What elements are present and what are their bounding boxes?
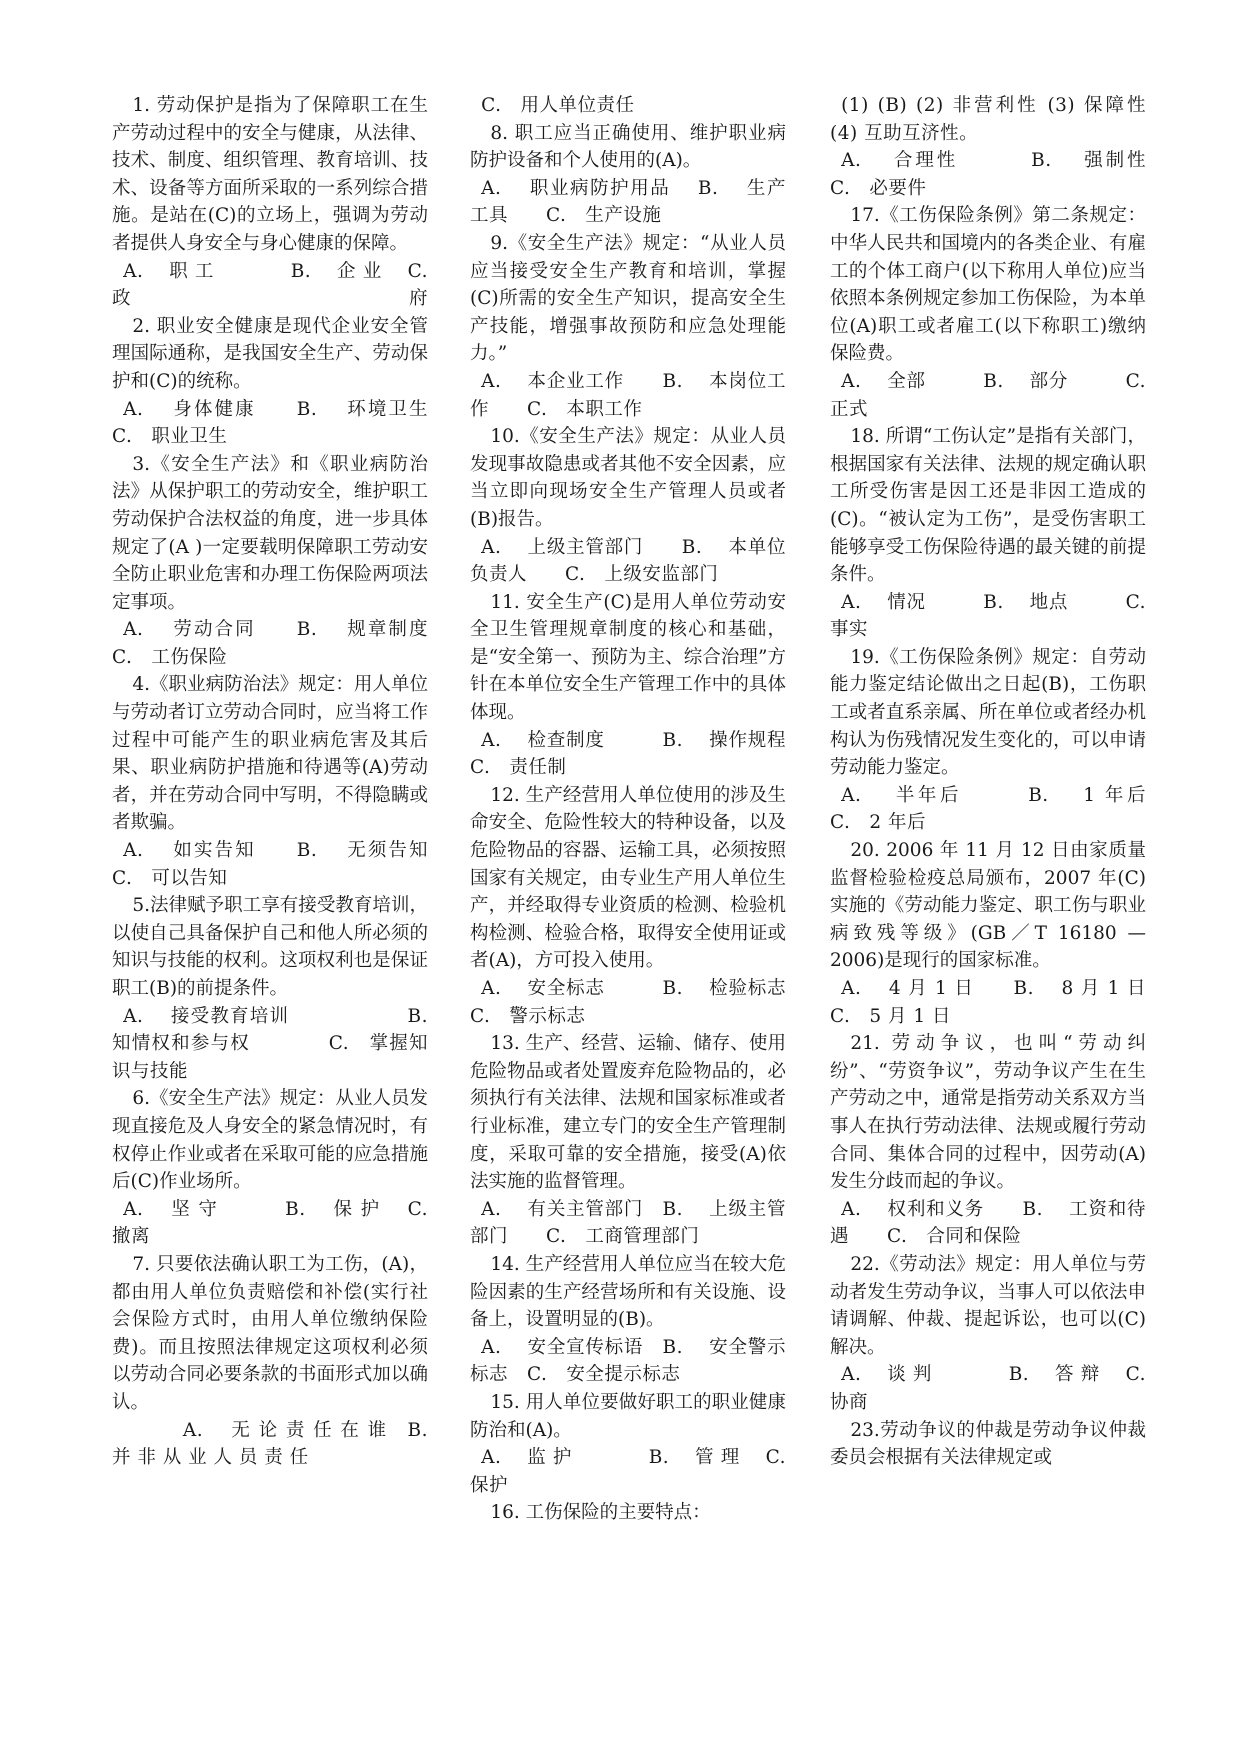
- question-9-options: A. 本企业工作 B. 本岗位工作 C. 本职工作: [470, 370, 786, 420]
- text-column-left: [112, 92, 467, 1472]
- question-14: 14. 生产经营用人单位应当在较大危险因素的生产经营场所和有关设施、设备上，设置明显的(B)。: [470, 1253, 786, 1331]
- question-18: 18. 所谓“工伤认定”是指有关部门，根据国家有关法律、法规的规定确认职工所受伤害是因工还是非因工造成的(C)。“被认定为工伤”，是受伤害职工能够享受工伤保险待遇的最关键的前提条件。: [830, 426, 1146, 586]
- question-3-options: A. 劳动合同 B. 规章制度 C. 工伤保险: [112, 619, 467, 668]
- question-16-options: A. 合理性 B. 强制性 C. 必要件: [830, 150, 1172, 199]
- question-5: 5.法律赋予职工享有接受教育培训，以使自己具备保护自己和他人所必须的知识与技能的权利。这项权利也是保证职工(B)的前提条件。: [112, 895, 428, 999]
- question-10: 10.《安全生产法》规定：从业人员发现事故隐患或者其他不安全因素，应当立即向现场安全生产管理人员或者(B)报告。: [470, 426, 786, 530]
- question-15: 15. 用人单位要做好职工的职业健康防治和(A)。: [470, 1391, 786, 1441]
- question-19-options: A. 半年后 B. 1 年后 C. 2 年后: [830, 784, 1172, 834]
- question-14-options: A. 安全宣传标语 B. 安全警示标志 C. 安全提示标志: [470, 1336, 786, 1386]
- question-3: 3.《安全生产法》和《职业病防治法》从保护职工的劳动安全，维护职工劳动保护合法权益的角度，进一步具体规定了(A )一定要载明保障职工劳动安全防止职业危害和办理工伤保险两项法定事项。: [112, 453, 428, 613]
- question-11: 11. 安全生产(C)是用人单位劳动安全卫生管理规章制度的核心和基础，是“安全第一、预防为主、综合治理”方针在本单位安全生产管理工作中的具体体现。: [470, 591, 786, 724]
- question-23: 23.劳动争议的仲裁是劳动争议仲裁委员会根据有关法律规定或: [830, 1419, 1146, 1469]
- question-2: 2. 职业安全健康是现代企业安全管理国际通称，是我国安全生产、劳动保护和(C)的统称。: [112, 315, 428, 392]
- question-22-options: A. 谈 判 B. 答 辩 C. 协商: [830, 1364, 1166, 1413]
- question-6-options: A. 坚 守 B. 保 护 C. 撤离: [112, 1198, 448, 1248]
- question-1: 1. 劳动保护是指为了保障职工在生产劳动过程中的安全与健康，从法律、技术、制度、组织管理、教育培训、技术、设备等方面所采取的一系列综合措施。是站在(C)的立场上，强调为劳动者提供人身安全与身心健康的保障。: [112, 95, 428, 254]
- question-5-options: A. 接受教育培训 B. 知情权和参与权 C. 掌握知识与技能: [112, 1005, 428, 1082]
- question-6: 6.《安全生产法》规定：从业人员发现直接危及人身安全的紧急情况时，有权停止作业或者在采取可能的应急措施后(C)作业场所。: [112, 1088, 428, 1193]
- text-column-right: [830, 92, 1172, 1472]
- question-4-options: A. 如实告知 B. 无须告知 C. 可以告知: [112, 840, 467, 889]
- question-12: 12. 生产经营用人单位使用的涉及生命安全、危险性较大的特种设备，以及危险物品的容器、运输工具，必须按照国家有关规定，由专业生产用人单位生产，并经取得专业资质的检测、检验机构检测、检验合格，取得安全使用证或者(A)，方可投入使用。: [470, 784, 786, 972]
- question-13-options: A. 有关主管部门 B. 上级主管部门 C. 工商管理部门: [470, 1198, 786, 1248]
- question-7-options: A. 无 论 责 任 在 谁 B. 并 非 从 业 人 员 责 任: [112, 1419, 454, 1469]
- question-22: 22.《劳动法》规定：用人单位与劳动者发生劳动争议，当事人可以依法申请调解、仲裁、提起诉讼，也可以(C)解决。: [830, 1253, 1146, 1358]
- question-20-options: A. 4 月 1 日 B. 8 月 1 日 C. 5 月 1 日: [830, 978, 1172, 1027]
- question-2-options: A. 身体健康 B. 环境卫生 C. 职业卫生: [112, 398, 467, 448]
- question-8-options: A. 职业病防护用品 B. 生产工具 C. 生产设施: [470, 177, 786, 227]
- question-21: 21. 劳动争议，也叫“劳动纠纷”、“劳资争议”，劳动争议产生在生产劳动之中，通常是指劳动关系双方当事人在执行劳动法律、法规或履行劳动合同、集体合同的过程中，因劳动(A)发生分歧而起的争议。: [830, 1033, 1146, 1193]
- question-17-options: A. 全部 B. 部分 C. 正式: [830, 370, 1166, 420]
- question-7-options-continued: C. 用人单位责任: [481, 95, 635, 116]
- question-15-options: A. 监 护 B. 管 理 C. 保护: [470, 1447, 806, 1496]
- question-20: 20. 2006 年 11 月 12 日由家质量监督检验检疫总局颁布，2007 年(C)实施的《劳动能力鉴定、职工伤与职业病致残等级》(GB／T 16180 — 2006)是现行的国家标准。: [830, 840, 1146, 972]
- text-column-middle: [470, 92, 825, 1527]
- question-11-options: A. 检查制度 B. 操作规程 C. 责任制: [470, 729, 825, 779]
- question-16-continued: (1) (B) (2) 非营利性 (3) 保障性 (4) 互助互济性。: [830, 95, 1146, 144]
- question-17: 17.《工伤保险条例》第二条规定：中华人民共和国境内的各类企业、有雇工的个体工商户(以下称用人单位)应当依照本条例规定参加工伤保险，为本单位(A)职工或者雇工(以下称职工)缴纳保险费。: [830, 205, 1146, 365]
- question-4: 4.《职业病防治法》规定：用人单位与劳动者订立劳动合同时，应当将工作过程中可能产生的职业病危害及其后果、职业病防护措施和待遇等(A)劳动者，并在劳动合同中写明，不得隐瞒或者欺骗。: [112, 674, 428, 834]
- question-19: 19.《工伤保险条例》规定：自劳动能力鉴定结论做出之日起(B)，工伤职工或者直系亲属、所在单位或者经办机构认为伤残情况发生变化的，可以申请劳动能力鉴定。: [830, 646, 1146, 779]
- question-21-options: A. 权利和义务 B. 工资和待遇 C. 合同和保险: [830, 1198, 1146, 1248]
- question-1-options: A. 职 工 B. 企 业 C. 政府: [112, 260, 448, 310]
- question-9: 9.《安全生产法》规定：“从业人员应当接受安全生产教育和培训，掌握(C)所需的安全生产知识，提高安全生产技能，增强事故预防和应急处理能力。”: [470, 232, 786, 365]
- question-7: 7. 只要依法确认职工为工伤，(A)，都由用人单位负责赔偿和补偿(实行社会保险方式时，由用人单位缴纳保险费)。而且按照法律规定这项权利必须以劳动合同必要条款的书面形式加以确认。: [112, 1253, 428, 1413]
- question-18-options: A. 情况 B. 地点 C. 事实: [830, 591, 1166, 641]
- question-8: 8. 职工应当正确使用、维护职业病防护设备和个人使用的(A)。: [470, 122, 786, 172]
- question-16: 16. 工伤保险的主要特点：: [490, 1502, 711, 1524]
- question-10-options: A. 上级主管部门 B. 本单位负责人 C. 上级安监部门: [470, 536, 786, 586]
- question-12-options: A. 安全标志 B. 检验标志 C. 警示标志: [470, 978, 825, 1027]
- question-13: 13. 生产、经营、运输、储存、使用危险物品或者处置废弃危险物品的，必须执行有关法律、法规和国家标准或者行业标准，建立专门的安全生产管理制度，采取可靠的安全措施，接受(A)依法实施的监督管理。: [470, 1033, 786, 1193]
